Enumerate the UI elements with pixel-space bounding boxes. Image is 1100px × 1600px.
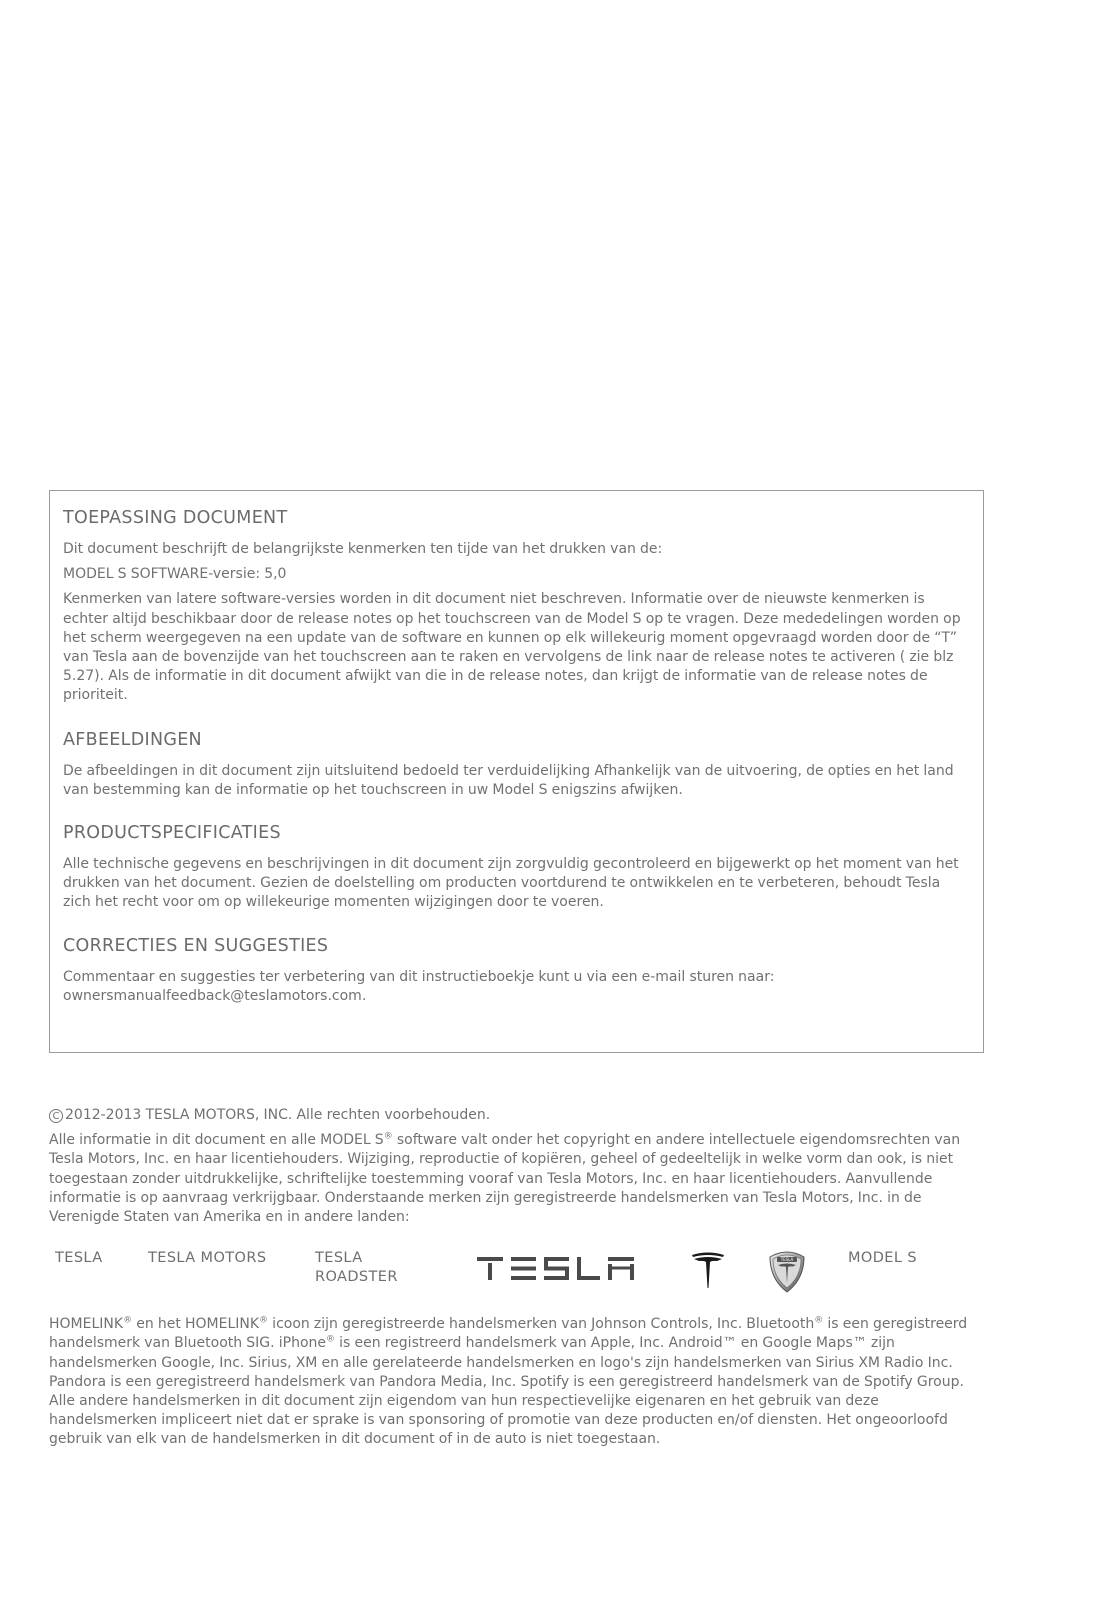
registered-mark: ®	[259, 1315, 269, 1326]
third-party-trademarks	[49, 1315, 984, 1449]
software-version: MODEL S SOFTWARE-versie: 5,0	[63, 566, 287, 583]
copyright-body-1: Alle informatie in dit document en alle MODEL S	[49, 1132, 384, 1149]
tp-text-4: is een registreerd handelsmerk van Apple, Inc. Android™ en Google Maps™ zijn handelsmerken Google, Inc. Sirius, XM en alle gerelateerde handelsmerken en logo's zijn handelsmerken van Sirius XM Radio Inc. Pandora is een geregistreerd handelsmerk van Pandora Media, Inc. Spotify is een geregistreerd handelsmerk van de Spotify Group. Alle andere handelsmerken in dit document zijn eigendom van hun respectievelijke eigenaren en het gebruik van deze handelsmerken impliceert niet dat er sprake is van sponsoring of promotie van deze producten en/of diensten. Het ongeoorloofd gebruik van elk van de handelsmerken in dit document of in de auto is niet toegestaan.	[49, 1335, 964, 1448]
section-paragraph: Kenmerken van latere software-versies worden in dit document niet beschreven. Informatie over de nieuwste kenmerken is echter altijd beschikbaar door de release notes op het touchscreen van de Model S op te vragen. Deze mededelingen worden op het scherm weergegeven na een update van de software en kunnen op elk willekeurig moment opgevraagd worden door de “T” van Tesla aan de bovenzijde van het touchscreen aan te raken en vervolgens de link naar de release notes te activeren ( zie blz 5.27). Als de informatie in dit document afwijkt van die in de release notes, dan krijgt de informatie van de release notes de prioriteit.	[63, 591, 961, 704]
section-heading: PRODUCTSPECIFICATIES	[63, 823, 281, 844]
section-paragraph: Commentaar en suggesties ter verbetering van dit instructieboekje kunt u via een e-mail sturen naar: ownersmanualfeedback@teslamotors.com.	[63, 968, 775, 1004]
shield-logo-text: TESLA	[780, 1257, 794, 1263]
trademark-tesla-roadster: TESLA ROADSTER	[315, 1250, 398, 1286]
tp-text-3: is een geregistreerd handelsmerk van Bluetooth SIG. iPhone	[49, 1316, 968, 1352]
section-productspecificaties	[63, 820, 965, 913]
copyright-line	[49, 1106, 984, 1125]
section-heading: CORRECTIES EN SUGGESTIES	[63, 935, 329, 956]
copyright-body-2: software valt onder het copyright en andere intellectuele eigendomsrechten van Tesla Motors, Inc. en haar licentiehouders. Wijziging, reproductie of kopiëren, geheel of gedeeltelijk in welke vorm dan ook, is niet toegestaan zonder uitdrukkelijke, schriftelijke toestemming vooraf van Tesla Motors, Inc. en haar licentiehouders. Aanvullende informatie is op aanvraag verkrijgbaar. Onderstaande merken zijn geregistreerde handelsmerken van Tesla Motors, Inc. in de Verenigde Staten van Amerika en in andere landen:	[49, 1132, 961, 1226]
section-heading: AFBEELDINGEN	[63, 729, 202, 750]
registered-mark: ®	[326, 1334, 335, 1345]
tesla-shield-logo	[767, 1249, 807, 1293]
registered-mark: ®	[123, 1315, 133, 1326]
tesla-wordmark-logo	[477, 1257, 635, 1281]
section-afbeeldingen	[63, 727, 965, 800]
tp-text-2: icoon zijn geregistreerde handelsmerken van Johnson Controls, Inc. Bluetooth	[268, 1316, 815, 1333]
section-toepassing	[63, 505, 965, 706]
trademark-model-s: MODEL S	[848, 1250, 917, 1267]
section-paragraph: Alle technische gegevens en beschrijvingen in dit document zijn zorgvuldig gecontroleerd en bijgewerkt op het moment van het drukken van het document. Gezien de doelstelling om producten voortdurend te ontwikkelen en te verbeteren, behoudt Tesla zich het recht voor om op willekeurige momenten wijzigingen door te voeren.	[63, 856, 959, 911]
section-paragraph: Dit document beschrijft de belangrijkste kenmerken ten tijde van het drukken van de:	[63, 541, 663, 557]
tp-text-1: en het HOMELINK	[132, 1316, 260, 1333]
legal-block	[49, 1106, 984, 1450]
section-heading: TOEPASSING DOCUMENT	[63, 508, 288, 528]
registered-mark: ®	[814, 1315, 824, 1326]
copyright-icon: C	[49, 1109, 63, 1123]
tesla-t-logo	[690, 1251, 726, 1289]
trademark-tesla-motors: TESLA MOTORS	[148, 1250, 267, 1267]
copyright-text: 2012-2013 TESLA MOTORS, INC. Alle rechten voorbehouden.	[65, 1107, 491, 1123]
trademark-row	[49, 1247, 984, 1309]
trademark-tesla: TESLA	[55, 1250, 103, 1267]
copyright-paragraph	[49, 1131, 984, 1227]
homelink-text: HOMELINK	[49, 1316, 124, 1333]
document-notice-box	[49, 490, 984, 1053]
registered-mark: ®	[383, 1131, 393, 1142]
section-paragraph: De afbeeldingen in dit document zijn uitsluitend bedoeld ter verduidelijking Afhankelijk van de uitvoering, de opties en het land van bestemming kan de informatie op het touchscreen in uw Model S enigszins afwijken.	[63, 762, 954, 798]
section-correcties	[63, 933, 965, 1006]
